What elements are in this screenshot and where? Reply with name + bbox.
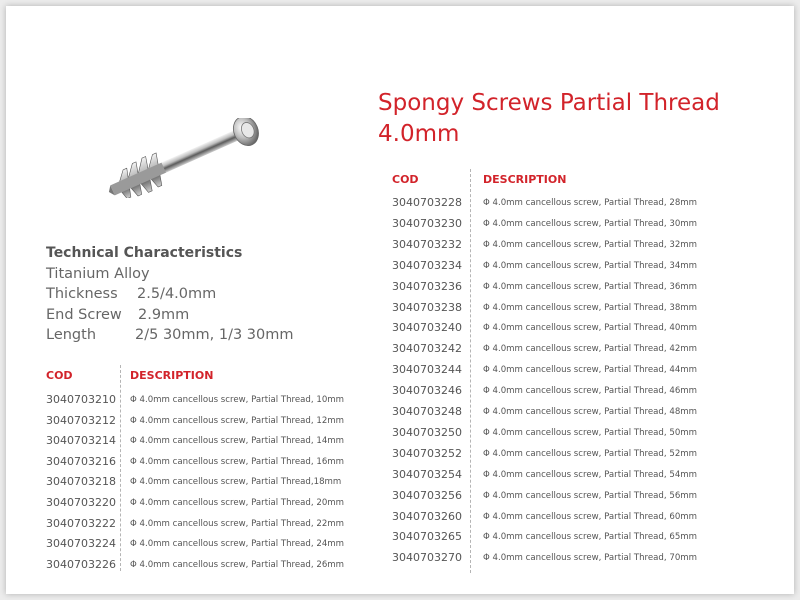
product-table-left: [46, 369, 376, 579]
product-description: Φ 4.0mm cancellous screw, Partial Thread, 48mm: [483, 407, 698, 417]
product-code: 3040703218: [46, 475, 116, 489]
product-description: Φ 4.0mm cancellous screw, Partial Thread, 28mm: [483, 198, 698, 208]
product-description: Φ 4.0mm cancellous screw, Partial Thread, 22mm: [130, 518, 345, 529]
product-code: 3040703232: [392, 237, 462, 251]
product-code: 3040703214: [46, 434, 116, 448]
product-description: Φ 4.0mm cancellous screw, Partial Thread, 56mm: [483, 490, 698, 501]
product-description: Φ 4.0mm cancellous screw, Partial Thread, 30mm: [483, 218, 698, 229]
product-code: 3040703250: [392, 425, 462, 439]
product-description: Φ 4.0mm cancellous screw, Partial Thread, 60mm: [483, 511, 698, 522]
end-screw-label: End Screw: [46, 306, 122, 323]
product-description: Φ 4.0mm cancellous screw, Partial Thread, 34mm: [483, 260, 698, 271]
product-description: Φ 4.0mm cancellous screw, Partial Thread, 16mm: [130, 456, 345, 467]
length-value: 2/5 30mm, 1/3 30mm: [135, 327, 294, 343]
thickness-label: Thickness: [46, 286, 118, 302]
product-description: Φ 4.0mm cancellous screw, Partial Thread, 46mm: [483, 386, 698, 397]
catalog-page: [6, 6, 794, 594]
product-code: 3040703220: [46, 496, 116, 509]
product-code: 3040703230: [392, 216, 462, 230]
product-code: 3040703270: [392, 551, 462, 565]
product-code: 3040703224: [46, 537, 116, 551]
page-title: Spongy Screws Partial Thread 4.0mm: [378, 90, 720, 147]
product-description: Φ 4.0mm cancellous screw, Partial Thread, 42mm: [483, 344, 698, 355]
product-description: Φ 4.0mm cancellous screw, Partial Thread, 70mm: [483, 553, 698, 564]
column-header-description: DESCRIPTION: [483, 173, 567, 186]
product-description: Φ 4.0mm cancellous screw, Partial Thread, 12mm: [130, 415, 345, 426]
length-label: Length: [46, 327, 97, 343]
thickness-row: [46, 284, 294, 305]
column-header-cod: COD: [46, 369, 73, 382]
column-divider: [120, 365, 121, 571]
length-row: [46, 325, 294, 346]
product-description: Φ 4.0mm cancellous screw, Partial Thread, 44mm: [483, 365, 698, 376]
product-code: 3040703216: [46, 454, 116, 468]
product-code: 3040703260: [392, 509, 462, 523]
product-description: Φ 4.0mm cancellous screw, Partial Thread, 26mm: [130, 559, 345, 570]
column-divider: [470, 169, 471, 573]
product-code: 3040703244: [392, 363, 462, 377]
product-description: Φ 4.0mm cancellous screw, Partial Thread, 24mm: [130, 539, 345, 550]
product-code: 3040703240: [392, 321, 462, 335]
product-description: Φ 4.0mm cancellous screw, Partial Thread, 14mm: [130, 436, 345, 447]
product-code: 3040703254: [392, 467, 462, 481]
product-code: 3040703226: [46, 557, 116, 571]
product-description: Φ 4.0mm cancellous screw, Partial Thread,18mm: [130, 477, 342, 488]
product-description: Φ 4.0mm cancellous screw, Partial Thread, 52mm: [483, 448, 698, 459]
product-code: 3040703256: [392, 488, 462, 502]
material-text: Titanium Alloy: [46, 265, 150, 282]
product-code: 3040703252: [392, 446, 462, 460]
technical-heading: Technical Characteristics: [46, 245, 243, 261]
product-code: 3040703228: [392, 196, 462, 209]
product-description: Φ 4.0mm cancellous screw, Partial Thread, 54mm: [483, 469, 698, 480]
column-header-description: DESCRIPTION: [130, 369, 214, 382]
product-code: 3040703246: [392, 384, 462, 398]
product-description: Φ 4.0mm cancellous screw, Partial Thread, 20mm: [130, 498, 345, 508]
product-description: Φ 4.0mm cancellous screw, Partial Thread, 65mm: [483, 532, 698, 543]
technical-characteristics: [46, 243, 294, 346]
product-description: Φ 4.0mm cancellous screw, Partial Thread, 36mm: [483, 281, 698, 292]
product-table-right: [392, 173, 752, 573]
product-description: Φ 4.0mm cancellous screw, Partial Thread, 50mm: [483, 427, 698, 438]
product-code: 3040703238: [392, 300, 462, 314]
column-header-cod: COD: [392, 173, 419, 186]
product-code: 3040703234: [392, 258, 462, 272]
product-code: 3040703242: [392, 342, 462, 356]
product-description: Φ 4.0mm cancellous screw, Partial Thread, 38mm: [483, 302, 698, 313]
end-screw-value: 2.9mm: [138, 306, 190, 323]
product-description: Φ 4.0mm cancellous screw, Partial Thread, 32mm: [483, 239, 698, 250]
product-description: Φ 4.0mm cancellous screw, Partial Thread, 10mm: [130, 395, 345, 405]
product-code: 3040703248: [392, 405, 462, 418]
product-description: Φ 4.0mm cancellous screw, Partial Thread, 40mm: [483, 323, 698, 334]
cancellous-screw-image: [102, 118, 276, 198]
end-screw-row: [46, 305, 294, 326]
product-code: 3040703222: [46, 516, 116, 530]
product-code: 3040703212: [46, 413, 116, 427]
product-code: 3040703236: [392, 279, 462, 293]
product-code: 3040703210: [46, 393, 116, 406]
thickness-value: 2.5/4.0mm: [137, 286, 217, 302]
product-code: 3040703265: [392, 530, 462, 544]
